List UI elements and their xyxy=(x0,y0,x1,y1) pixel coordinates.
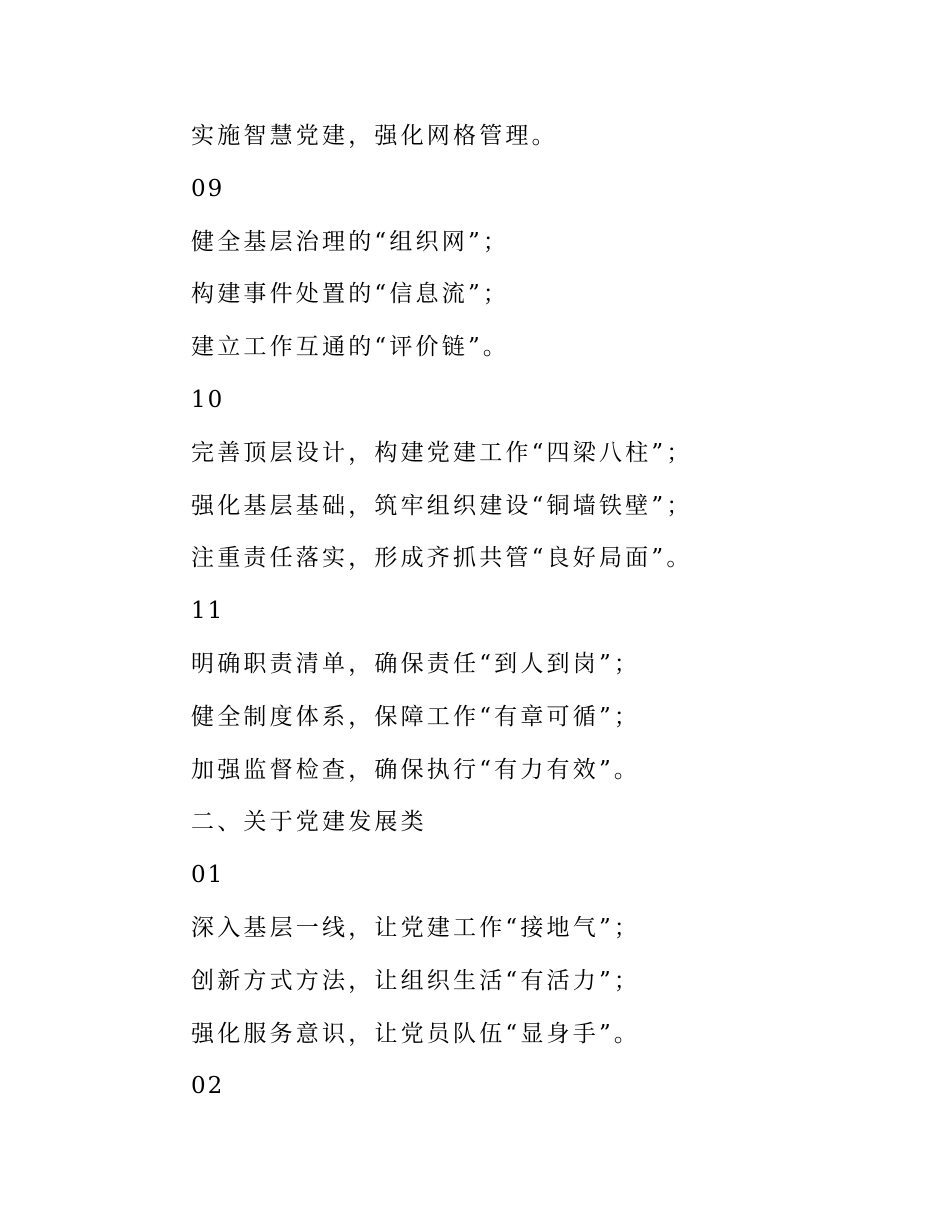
text-line: 完善顶层设计，构建党建工作“四梁八柱”； xyxy=(191,439,693,466)
item-number: 11 xyxy=(191,598,225,625)
item-number: 02 xyxy=(191,1073,225,1100)
text-line: 建立工作互通的“评价链”。 xyxy=(191,334,510,361)
text-line: 深入基层一线，让党建工作“接地气”； xyxy=(191,914,641,941)
item-number: 01 xyxy=(191,862,225,889)
text-line: 强化基层基础，筑牢组织建设“铜墙铁壁”； xyxy=(191,492,693,519)
text-line: 构建事件处置的“信息流”； xyxy=(191,281,510,308)
text-line: 注重责任落实，形成齐抓共管“良好局面”。 xyxy=(191,545,693,572)
text-line: 创新方式方法，让组织生活“有活力”； xyxy=(191,967,641,994)
text-line: 实施智慧党建，强化网格管理。 xyxy=(191,123,558,149)
text-line: 明确职责清单，确保责任“到人到岗”； xyxy=(191,650,641,677)
item-number: 10 xyxy=(191,386,225,413)
text-line: 健全制度体系，保障工作“有章可循”； xyxy=(191,703,641,730)
text-line: 强化服务意识，让党员队伍“显身手”。 xyxy=(191,1020,641,1047)
document-body xyxy=(191,110,891,1113)
section-heading: 二、关于党建发展类 xyxy=(191,809,427,836)
text-line: 健全基层治理的“组织网”； xyxy=(191,228,510,255)
item-number: 09 xyxy=(191,175,225,202)
text-line: 加强监督检查，确保执行“有力有效”。 xyxy=(191,756,641,783)
